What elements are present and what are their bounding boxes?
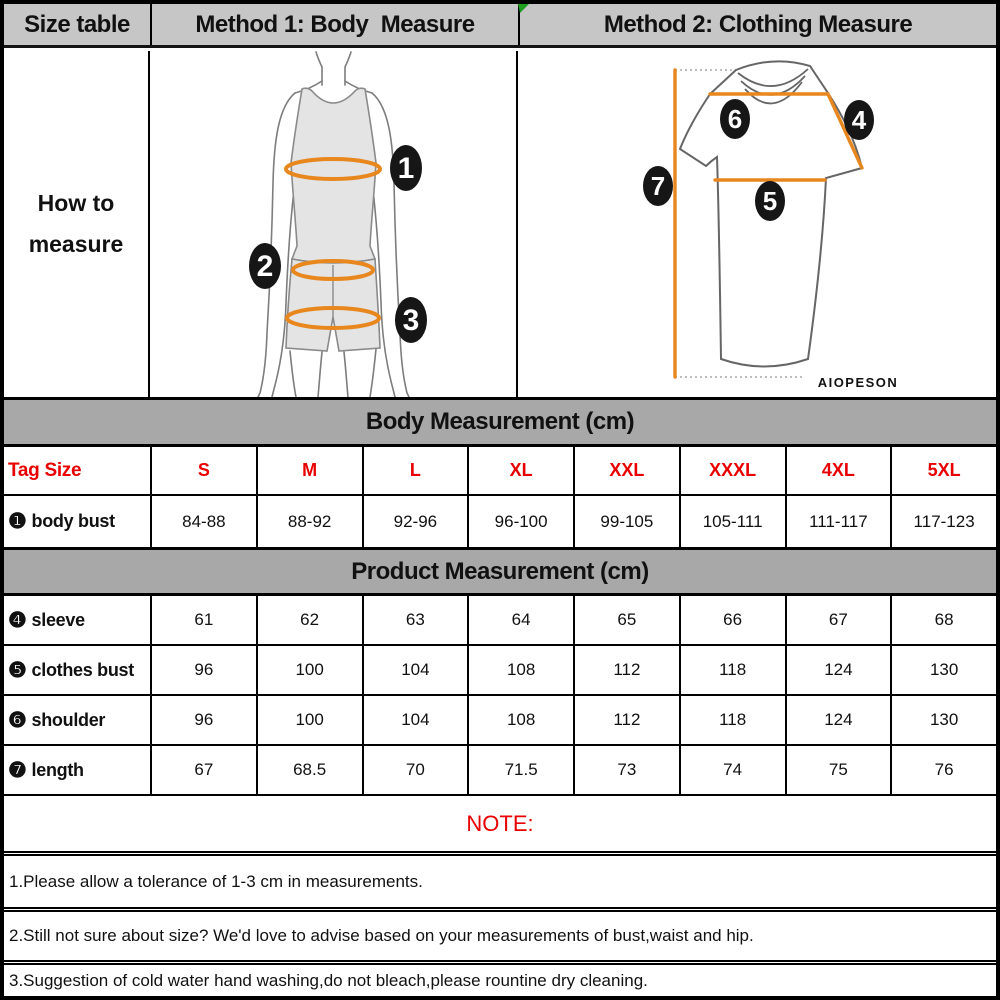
value-cell: 68.5	[256, 746, 362, 794]
body-measure-diagram	[150, 51, 518, 397]
value-cell: 100	[256, 696, 362, 744]
svg-text:4: 4	[851, 105, 867, 135]
how-to-measure-label	[4, 51, 150, 397]
value-cell: 71.5	[467, 746, 573, 794]
header-method1: Method 1: Body Measure	[150, 4, 518, 45]
badge-2	[249, 243, 281, 289]
value-cell: 108	[467, 696, 573, 744]
value-cell: 124	[785, 646, 891, 694]
circled-7-icon: ❼	[8, 758, 27, 782]
svg-text:3: 3	[402, 304, 420, 337]
value-cell: 96-100	[467, 496, 573, 547]
badge-5	[755, 181, 785, 221]
size-cell: S	[150, 447, 256, 494]
note-item-1: 1.Please allow a tolerance of 1-3 cm in measurements.	[4, 851, 996, 907]
clothing-measure-diagram	[518, 51, 996, 397]
tag-size-label: Tag Size	[8, 459, 82, 481]
value-cell: 70	[362, 746, 468, 794]
note-title	[4, 796, 996, 851]
row-label	[4, 696, 150, 744]
brand-text: AIOPESON	[817, 375, 899, 390]
size-cell: L	[362, 447, 468, 494]
value-cell: 66	[679, 596, 785, 644]
value-cell: 118	[679, 696, 785, 744]
size-cell: 5XL	[890, 447, 996, 494]
svg-text:7: 7	[650, 171, 666, 201]
value-cell: 75	[785, 746, 891, 794]
product-measurement-title: Product Measurement (cm)	[351, 557, 649, 585]
value-cell: 64	[467, 596, 573, 644]
header-row	[4, 4, 996, 48]
value-cell: 68	[890, 596, 996, 644]
svg-text:6: 6	[727, 104, 743, 134]
value-cell: 92-96	[362, 496, 468, 547]
note-item-2: 2.Still not sure about size? We'd love to advise based on your measurements of bust,waist and hip.	[4, 907, 996, 960]
tag-size-row	[4, 447, 996, 496]
svg-text:5: 5	[762, 186, 778, 216]
value-cell: 130	[890, 646, 996, 694]
body-measurement-title: Body Measurement (cm)	[365, 408, 635, 435]
value-cell: 111-117	[785, 496, 891, 547]
badge-1	[390, 145, 422, 191]
circled-1-icon: ❶	[8, 510, 27, 533]
body-figure-illustration	[150, 51, 518, 397]
svg-text:2: 2	[256, 250, 274, 283]
circled-6-icon: ❻	[8, 708, 27, 732]
header-size-table: Size table	[24, 10, 130, 38]
value-cell: 67	[150, 746, 256, 794]
clothes-bust-row	[4, 646, 996, 696]
value-cell: 124	[785, 696, 891, 744]
value-cell: 96	[150, 696, 256, 744]
product-measurement-band	[4, 547, 996, 596]
value-cell: 99-105	[573, 496, 679, 547]
note-title-text: NOTE:	[466, 810, 534, 836]
value-cell: 105-111	[679, 496, 785, 547]
value-cell: 96	[150, 646, 256, 694]
value-cell: 62	[256, 596, 362, 644]
value-cell: 76	[890, 746, 996, 794]
diagram-row	[4, 51, 996, 397]
svg-text:1: 1	[397, 152, 415, 185]
row-label	[4, 646, 150, 694]
row-label	[4, 746, 150, 794]
value-cell: 63	[362, 596, 468, 644]
value-cell: 88-92	[256, 496, 362, 547]
value-cell: 65	[573, 596, 679, 644]
badge-3	[395, 297, 427, 343]
value-cell: 67	[785, 596, 891, 644]
badge-7	[643, 166, 673, 206]
badge-6	[720, 99, 750, 139]
size-cell: 4XL	[785, 447, 891, 494]
value-cell: 118	[679, 646, 785, 694]
note-item-3: 3.Suggestion of cold water hand washing,do not bleach,please rountine dry cleaning.	[4, 960, 996, 996]
value-cell: 108	[467, 646, 573, 694]
value-cell: 104	[362, 646, 468, 694]
row-label-text: clothes bust	[31, 659, 134, 680]
size-cell: XL	[467, 447, 573, 494]
circled-4-icon: ❹	[8, 608, 27, 632]
header-method2: Method 2: Clothing Measure	[518, 4, 996, 45]
circled-5-icon: ❺	[8, 658, 27, 682]
row-label-text: body bust	[31, 511, 115, 531]
value-cell: 117-123	[890, 496, 996, 547]
size-cell: XXXL	[679, 447, 785, 494]
value-cell: 130	[890, 696, 996, 744]
row-label-text: sleeve	[31, 609, 85, 630]
badge-4	[844, 100, 874, 140]
tshirt-illustration	[518, 51, 992, 397]
how-to-line2: measure	[28, 231, 124, 257]
size-cell: XXL	[573, 447, 679, 494]
how-to-line1: How to	[37, 189, 115, 216]
value-cell: 84-88	[150, 496, 256, 547]
row-label-text: length	[31, 759, 84, 780]
value-cell: 112	[573, 696, 679, 744]
value-cell: 74	[679, 746, 785, 794]
size-cell: M	[256, 447, 362, 494]
body-bust-row	[4, 496, 996, 547]
row-label	[4, 496, 150, 547]
sleeve-row	[4, 596, 996, 646]
value-cell: 100	[256, 646, 362, 694]
length-row	[4, 746, 996, 796]
green-corner-mark	[518, 4, 529, 13]
row-label	[4, 596, 150, 644]
value-cell: 112	[573, 646, 679, 694]
value-cell: 73	[573, 746, 679, 794]
row-label-text: shoulder	[31, 709, 106, 730]
value-cell: 104	[362, 696, 468, 744]
shoulder-row	[4, 696, 996, 746]
value-cell: 61	[150, 596, 256, 644]
body-measurement-band	[4, 397, 996, 447]
